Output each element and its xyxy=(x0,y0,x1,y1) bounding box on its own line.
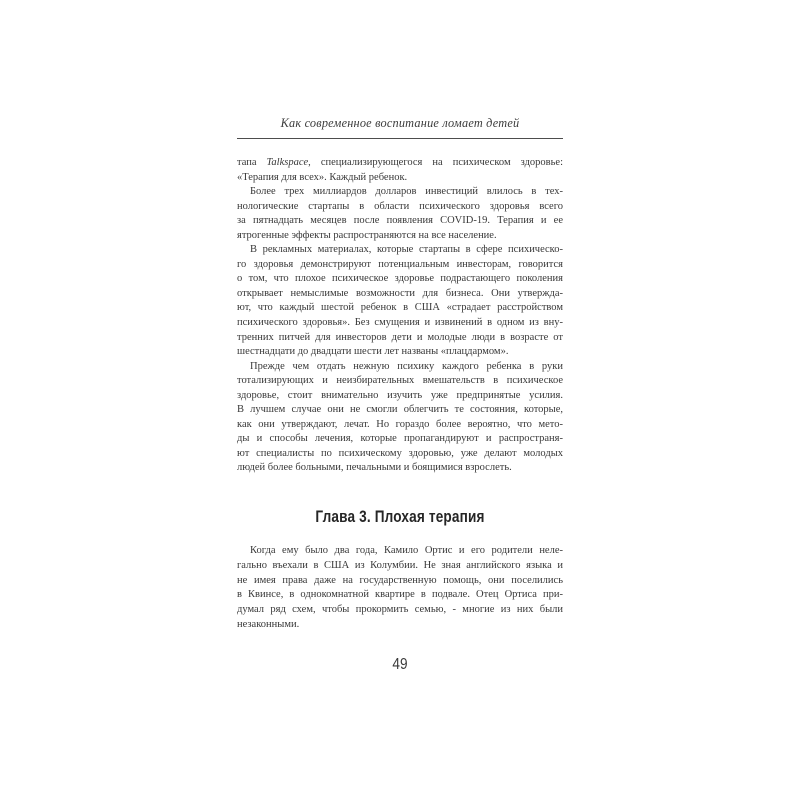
text-line: незаконными. xyxy=(237,618,300,630)
text-line xyxy=(237,156,563,171)
paragraph xyxy=(237,360,563,476)
text-line: психического здоровья». Без смущения и извинений в одном из вну- xyxy=(237,317,563,329)
text-line: го здоровья демонстрируют потенциальным инвесторам, говорится xyxy=(237,258,563,270)
text-line: ды и способы лечения, которые пропагандируют и распространя- xyxy=(237,433,563,445)
paragraph xyxy=(237,544,563,633)
text-line: В лучшем случае они не смогли облегчить те состояния, которые, xyxy=(237,404,563,416)
text-line: ют специалисты по психическому здоровью, уже делают молодых xyxy=(237,447,563,459)
page-body xyxy=(237,156,563,476)
paragraph xyxy=(237,156,563,185)
paragraph xyxy=(237,185,563,243)
text-line: тотализирующих и неизбирательных вмешательств в психическое xyxy=(237,375,563,387)
text-line: ют, что каждый шестой ребенок в США «страдает расстройством xyxy=(237,302,563,314)
text-line: в Квинсе, в однокомнатной квартире в подвале. Отец Ортиса при- xyxy=(237,589,563,601)
text-line: людей более больными, печальными и боящимися взрослеть. xyxy=(237,462,512,474)
text-line: открывает немыслимые возможности для бизнеса. Они утвержда- xyxy=(237,287,563,299)
text-line: В рекламных материалах, которые стартапы в сфере психическо- xyxy=(250,244,563,256)
text-line: не имея права даже на государственную помощь, они поселились xyxy=(237,574,563,586)
text-line: как они утверждают, лечат. Но гораздо более вероятно, что мето- xyxy=(237,418,563,430)
running-header: Как современное воспитание ломает детей xyxy=(280,116,520,130)
italic-book-title: Talkspace xyxy=(266,157,309,168)
text-line: тренних питчей для инвесторов дети и молодые люди в возрасте от xyxy=(237,331,563,343)
text-line: Когда ему было два года, Камило Ортис и его родители неле- xyxy=(250,545,563,556)
text-line: нологические стартапы в области психического здоровья всего xyxy=(237,200,563,212)
paragraph xyxy=(237,243,563,359)
text-line: «Терапия для всех». Каждый ребенок. xyxy=(237,171,408,183)
chapter-heading: Глава 3. Плохая терапия xyxy=(315,507,485,526)
text-line: о том, что плохое психическое здоровье подрастающего поколения xyxy=(237,273,563,285)
text-fragment: , специализирующегося на психическом здоровье: xyxy=(308,157,563,168)
text-line: думал ряд схем, чтобы прокормить семью, - многие из них были xyxy=(237,604,563,616)
header-rule xyxy=(237,138,563,139)
page-number: 49 xyxy=(392,656,408,673)
text-line: Прежде чем отдать нежную психику каждого ребенка в руки xyxy=(250,360,563,372)
text-line: ятрогенные эффекты распространяются на все население. xyxy=(237,229,497,241)
text-line: шестнадцати до двадцати шести лет названы «плацдармом». xyxy=(237,346,509,358)
chapter-opening-paragraph xyxy=(237,544,563,633)
text-line: гально въехали в США из Колумбии. Не зная английского языка и xyxy=(237,559,563,571)
text-line: за пятнадцать месяцев после появления COVID-19. Терапия и ее xyxy=(237,215,563,227)
text-line: здоровье, стоит внимательно изучить уже предпринятые усилия. xyxy=(237,389,563,401)
text-line: Более трех миллиардов долларов инвестиций влилось в тех- xyxy=(250,186,563,198)
text-fragment: тапа xyxy=(237,157,267,168)
